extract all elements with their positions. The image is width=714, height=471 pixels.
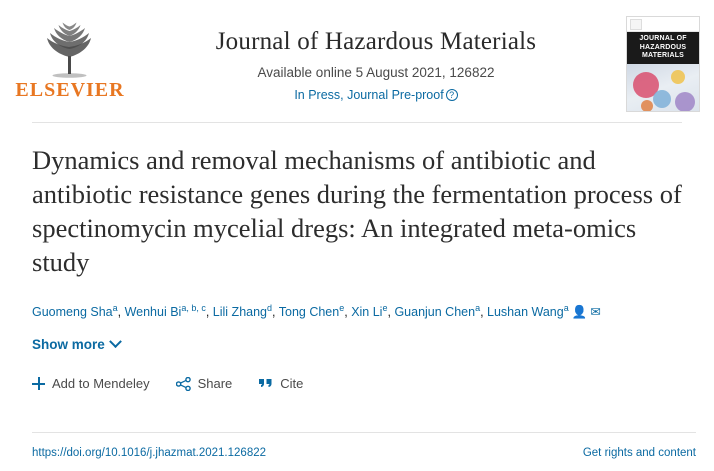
author-affiliation: e [382, 303, 388, 313]
journal-info [126, 14, 626, 102]
cover-top-bar [627, 17, 699, 32]
author-affiliation: a, b, c [181, 303, 206, 313]
author-item[interactable] [351, 305, 387, 319]
cite-label: Cite [280, 376, 304, 392]
cover-line-1: JOURNAL OF [639, 35, 687, 42]
author-item[interactable] [32, 305, 118, 319]
cover-publisher-mark [630, 19, 642, 30]
header-divider [32, 122, 682, 123]
author-name[interactable]: Wenhui Bi [124, 305, 182, 320]
share-label: Share [197, 376, 233, 392]
elsevier-logo[interactable] [14, 14, 126, 102]
elsevier-wordmark: ELSEVIER [15, 79, 125, 101]
journal-title[interactable]: Journal of Hazardous Materials [215, 28, 537, 55]
cite-button[interactable] [258, 376, 303, 391]
author-name[interactable]: Tong Chen [278, 305, 340, 320]
page-header [0, 0, 714, 112]
author-name[interactable]: Guomeng Sha [32, 305, 113, 320]
page-title: Dynamics and removal mechanisms of antibiotic and antibiotic resistance genes during the fermentation process of spectinomycin mycelial dregs: An integrated meta-omics study [32, 145, 682, 277]
envelope-icon[interactable]: ✉ [590, 305, 601, 320]
cover-line-3: MATERIALS [641, 52, 685, 59]
quote-icon [258, 377, 273, 390]
add-to-mendeley-label: Add to Mendeley [52, 376, 150, 392]
author-item[interactable] [279, 305, 344, 319]
author-list: Guomeng Sha$^a$, Wenhui Bi$^{a, b, c}$, Lili Zhang$^d$, Tong Chen$^e$, Xin Li$^e$, Guanjun Chen$^a$, Lushan Wang$^a$ 👤 ✉ [32, 303, 601, 320]
journal-status [126, 88, 626, 102]
author-affiliation: a [563, 303, 569, 313]
author-item[interactable] [125, 305, 206, 319]
author-name[interactable]: Xin Li [351, 305, 383, 320]
author-item[interactable] [394, 305, 480, 319]
show-more-label: Show more [32, 337, 105, 353]
author-name[interactable]: Lili Zhang [212, 305, 267, 320]
cover-title-band [627, 32, 699, 64]
person-icon[interactable]: 👤 [571, 305, 588, 320]
author-affiliation: a [475, 303, 481, 313]
share-icon [176, 377, 191, 391]
doi-link[interactable]: https://doi.org/10.1016/j.jhazmat.2021.126822 [32, 447, 267, 459]
plus-icon [32, 377, 45, 390]
author-affiliation: a [112, 303, 118, 313]
article-actions [32, 376, 682, 391]
show-more-button[interactable] [32, 337, 120, 352]
cover-artwork [627, 64, 699, 113]
page-footer [32, 447, 696, 459]
author-item[interactable] [213, 305, 272, 319]
author-affiliation: d [267, 303, 273, 313]
chevron-down-icon [109, 335, 122, 348]
author-item[interactable] [487, 305, 601, 319]
author-name[interactable]: Lushan Wang [487, 305, 564, 320]
get-rights-and-content-link[interactable]: Get rights and content [582, 447, 696, 459]
help-icon[interactable]: ? [446, 89, 458, 101]
author-name[interactable]: Guanjun Chen [394, 305, 476, 320]
share-button[interactable] [176, 376, 233, 391]
elsevier-tree-icon [35, 16, 105, 78]
author-affiliation: e [339, 303, 345, 313]
journal-availability: Available online 5 August 2021, 126822 [257, 65, 495, 80]
journal-cover-thumbnail[interactable] [626, 16, 700, 112]
cover-line-2: HAZARDOUS [639, 43, 687, 51]
journal-status-label: In Press, Journal Pre-proof [294, 88, 444, 102]
footer-divider [32, 432, 696, 433]
article-body [0, 143, 714, 391]
add-to-mendeley-button[interactable] [32, 376, 150, 391]
